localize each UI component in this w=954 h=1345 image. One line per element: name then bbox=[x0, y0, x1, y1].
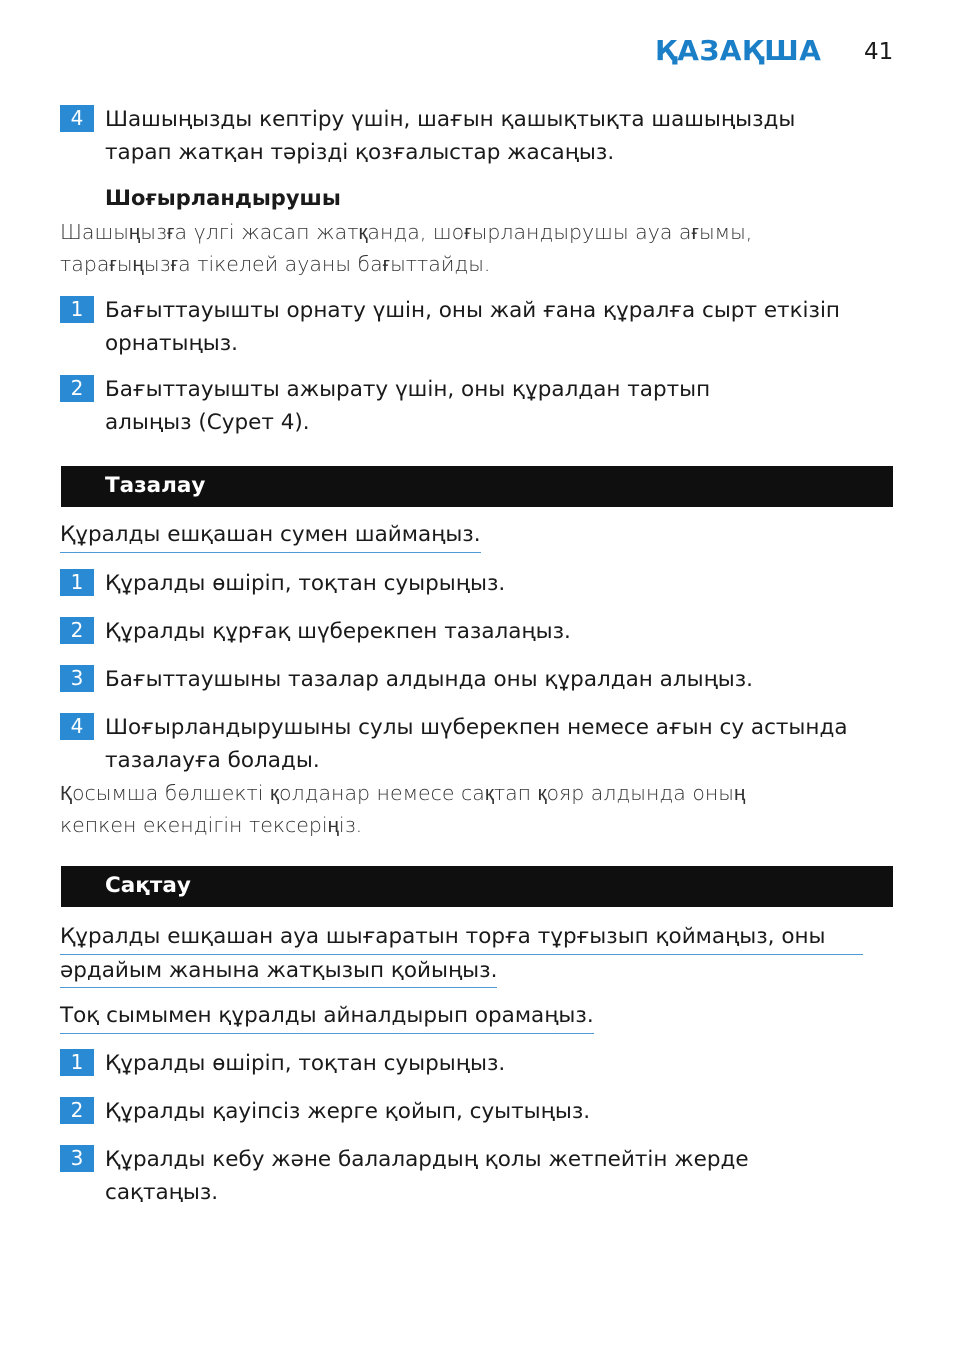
paragraph-line: Шашыңызға үлгі жасап жатқанда, шоғырландырушы ауа ағымы, bbox=[60, 220, 753, 244]
step-number-badge: 2 bbox=[60, 375, 94, 402]
subsection-heading: Шоғырландырушы bbox=[105, 186, 341, 210]
step-text-line: Құралды өшіріп, тоқтан суырыңыз. bbox=[105, 571, 506, 596]
step-text bbox=[105, 712, 848, 777]
section-title: Тазалау bbox=[105, 473, 206, 498]
step-number-badge: 1 bbox=[60, 296, 94, 323]
paragraph-line: Қосымша бөлшекті қолданар немесе сақтап қояр алдында оның bbox=[60, 781, 746, 805]
step-text-line: орнатыңыз. bbox=[105, 330, 238, 356]
step-text-line: Құралды құрғақ шүберекпен тазалаңыз. bbox=[105, 619, 571, 644]
step-text-line: Бағыттауышты орнату үшін, оны жай ғана құралға сырт еткізіп bbox=[105, 298, 840, 323]
paragraph-line: тарағыңызға тікелей ауаны бағыттайды. bbox=[60, 252, 491, 276]
language-title: ҚАЗАҚША bbox=[655, 34, 822, 67]
step-item bbox=[60, 104, 892, 169]
warning-line: Құралды ешқашан сумен шаймаңыз. bbox=[60, 519, 481, 553]
step-text bbox=[105, 1144, 749, 1209]
concentrator-description bbox=[60, 216, 892, 280]
step-text bbox=[105, 568, 505, 601]
step-text bbox=[105, 1048, 505, 1081]
step-item bbox=[60, 568, 892, 601]
step-item bbox=[60, 616, 892, 649]
warning-line: Құралды ешқашан ауа шығаратын торға тұрғызып қоймаңыз, оны bbox=[60, 921, 863, 955]
paragraph-line: кепкен екендігін тексеріңіз. bbox=[60, 813, 363, 837]
step-number-badge: 2 bbox=[60, 617, 94, 644]
warning-line: Тоқ сымымен құралды айналдырып орамаңыз. bbox=[60, 1000, 594, 1034]
step-text-line: Шашыңызды кептіру үшін, шағын қашықтықта шашыңызды bbox=[105, 107, 796, 132]
warning-line: әрдайым жанына жатқызып қойыңыз. bbox=[60, 955, 497, 989]
step-text bbox=[105, 1096, 590, 1129]
step-text bbox=[105, 374, 710, 439]
step-text-line: алыңыз (Сурет 4). bbox=[105, 409, 310, 435]
section-header-storage bbox=[61, 866, 893, 907]
step-item bbox=[60, 712, 892, 777]
step-text-line: Құралды кебу және балалардың қолы жетпейтін жерде bbox=[105, 1147, 749, 1172]
step-text bbox=[105, 616, 571, 649]
step-text-line: сақтаңыз. bbox=[105, 1179, 219, 1205]
step-text-line: Құралды қауіпсіз жерге қойып, суытыңыз. bbox=[105, 1099, 591, 1124]
step-text bbox=[105, 104, 795, 169]
cleaning-warning bbox=[60, 519, 481, 553]
step-number-badge: 1 bbox=[60, 569, 94, 596]
storage-warning bbox=[60, 1000, 594, 1034]
step-item bbox=[60, 1144, 892, 1209]
step-text bbox=[105, 664, 753, 697]
step-number-badge: 1 bbox=[60, 1049, 94, 1076]
step-item bbox=[60, 295, 892, 360]
step-number-badge: 3 bbox=[60, 665, 94, 692]
step-item bbox=[60, 1048, 892, 1081]
step-text bbox=[105, 295, 840, 360]
step-text-line: Бағыттауышты ажырату үшін, оны құралдан тартып bbox=[105, 377, 711, 402]
step-number-badge: 2 bbox=[60, 1097, 94, 1124]
section-title: Сақтау bbox=[105, 873, 191, 898]
step-text-line: Құралды өшіріп, тоқтан суырыңыз. bbox=[105, 1051, 506, 1076]
step-text-line: Шоғырландырушыны сулы шүберекпен немесе ағын су астында bbox=[105, 715, 848, 740]
step-item bbox=[60, 374, 892, 439]
step-item bbox=[60, 664, 892, 697]
cleaning-note bbox=[60, 777, 892, 841]
section-header-cleaning bbox=[61, 466, 893, 507]
step-number-badge: 4 bbox=[60, 713, 94, 740]
storage-warning bbox=[60, 921, 863, 988]
step-text-line: Бағыттаушыны тазалар алдында оны құралдан алыңыз. bbox=[105, 667, 754, 692]
step-text-line: тазалауға болады. bbox=[105, 747, 320, 773]
step-number-badge: 4 bbox=[60, 105, 94, 132]
step-text-line: тарап жатқан тәрізді қозғалыстар жасаңыз. bbox=[105, 139, 615, 165]
step-item bbox=[60, 1096, 892, 1129]
step-number-badge: 3 bbox=[60, 1145, 94, 1172]
page-number: 41 bbox=[864, 39, 894, 65]
